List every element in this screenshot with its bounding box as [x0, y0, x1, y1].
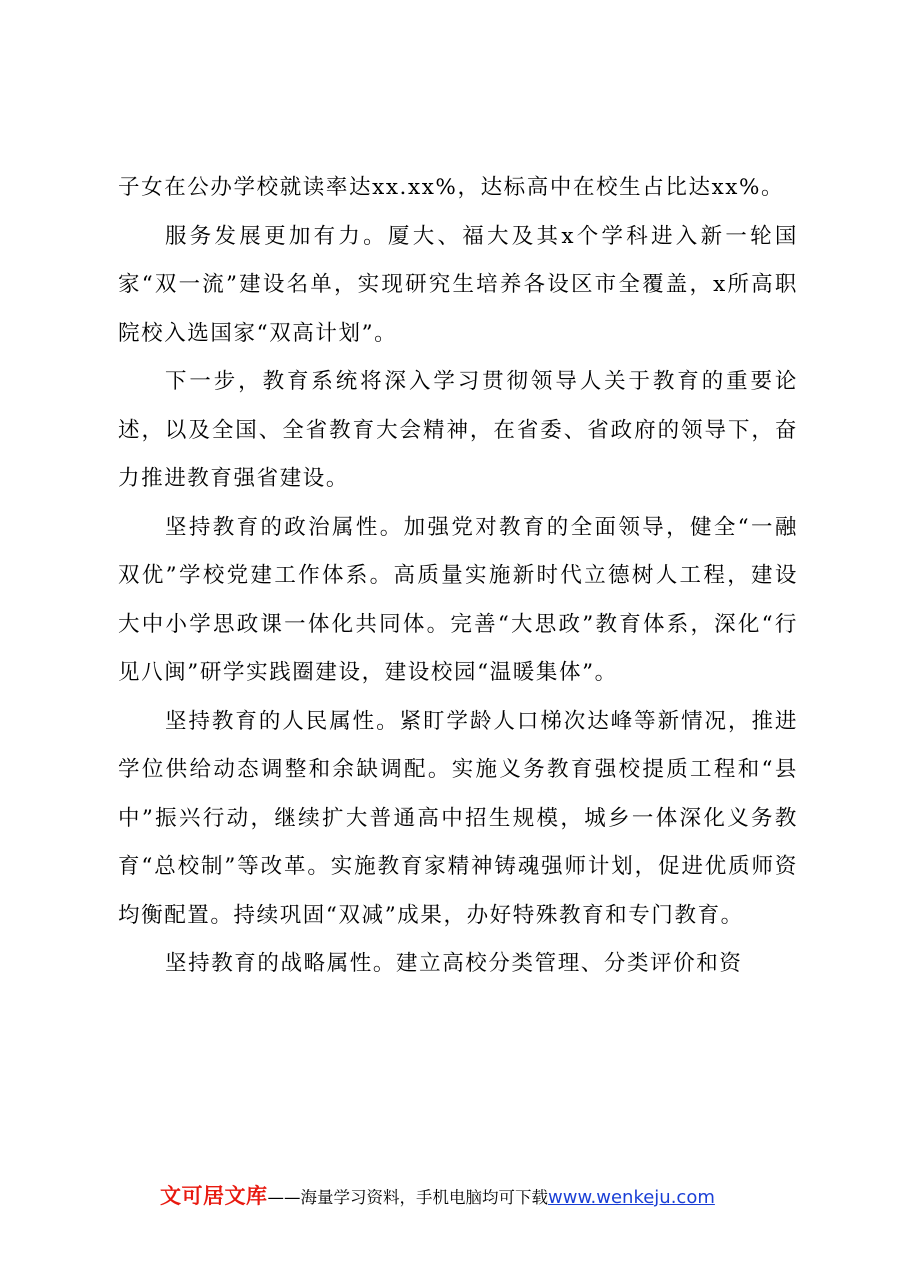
paragraph-2: 服务发展更加有力。厦大、福大及其x个学科进入新一轮国家“双一流”建设名单，实现研究生培养各设区市全覆盖，x所高职院校入选国家“双高计划”。	[118, 223, 798, 346]
document-body	[118, 164, 798, 989]
footer-website-link[interactable]: www.wenkeju.com	[548, 1187, 715, 1208]
page-footer	[160, 1180, 780, 1212]
footer-brand: 文可居文库	[160, 1184, 268, 1208]
paragraph-3: 下一步，教育系统将深入学习贯彻领导人关于教育的重要论述，以及全国、全省教育大会精神，在省委、省政府的领导下，奋力推进教育强省建设。	[118, 369, 798, 491]
paragraph-1: 子女在公办学校就读率达xx.xx%，达标高中在校生占比达xx%。	[118, 175, 785, 200]
paragraph-4: 坚持教育的政治属性。加强党对教育的全面领导，健全“一融双优”学校党建工作体系。高质量实施新时代立德树人工程，建设大中小学思政课一体化共同体。完善“大思政”教育体系，深化“行见八闽”研学实践圈建设，建设校园“温暖集体”。	[118, 514, 798, 685]
footer-tagline: ——海量学习资料，手机电脑均可下载	[267, 1188, 548, 1207]
paragraph-6: 坚持教育的战略属性。建立高校分类管理、分类评价和资	[165, 951, 743, 976]
paragraph-5: 坚持教育的人民属性。紧盯学龄人口梯次达峰等新情况，推进学位供给动态调整和余缺调配。实施义务教育强校提质工程和“县中”振兴行动，继续扩大普通高中招生规模，城乡一体深化义务教育“总校制”等改革。实施教育家精神铸魂强师计划，促进优质师资均衡配置。持续巩固“双减”成果，办好特殊教育和专门教育。	[118, 708, 798, 928]
